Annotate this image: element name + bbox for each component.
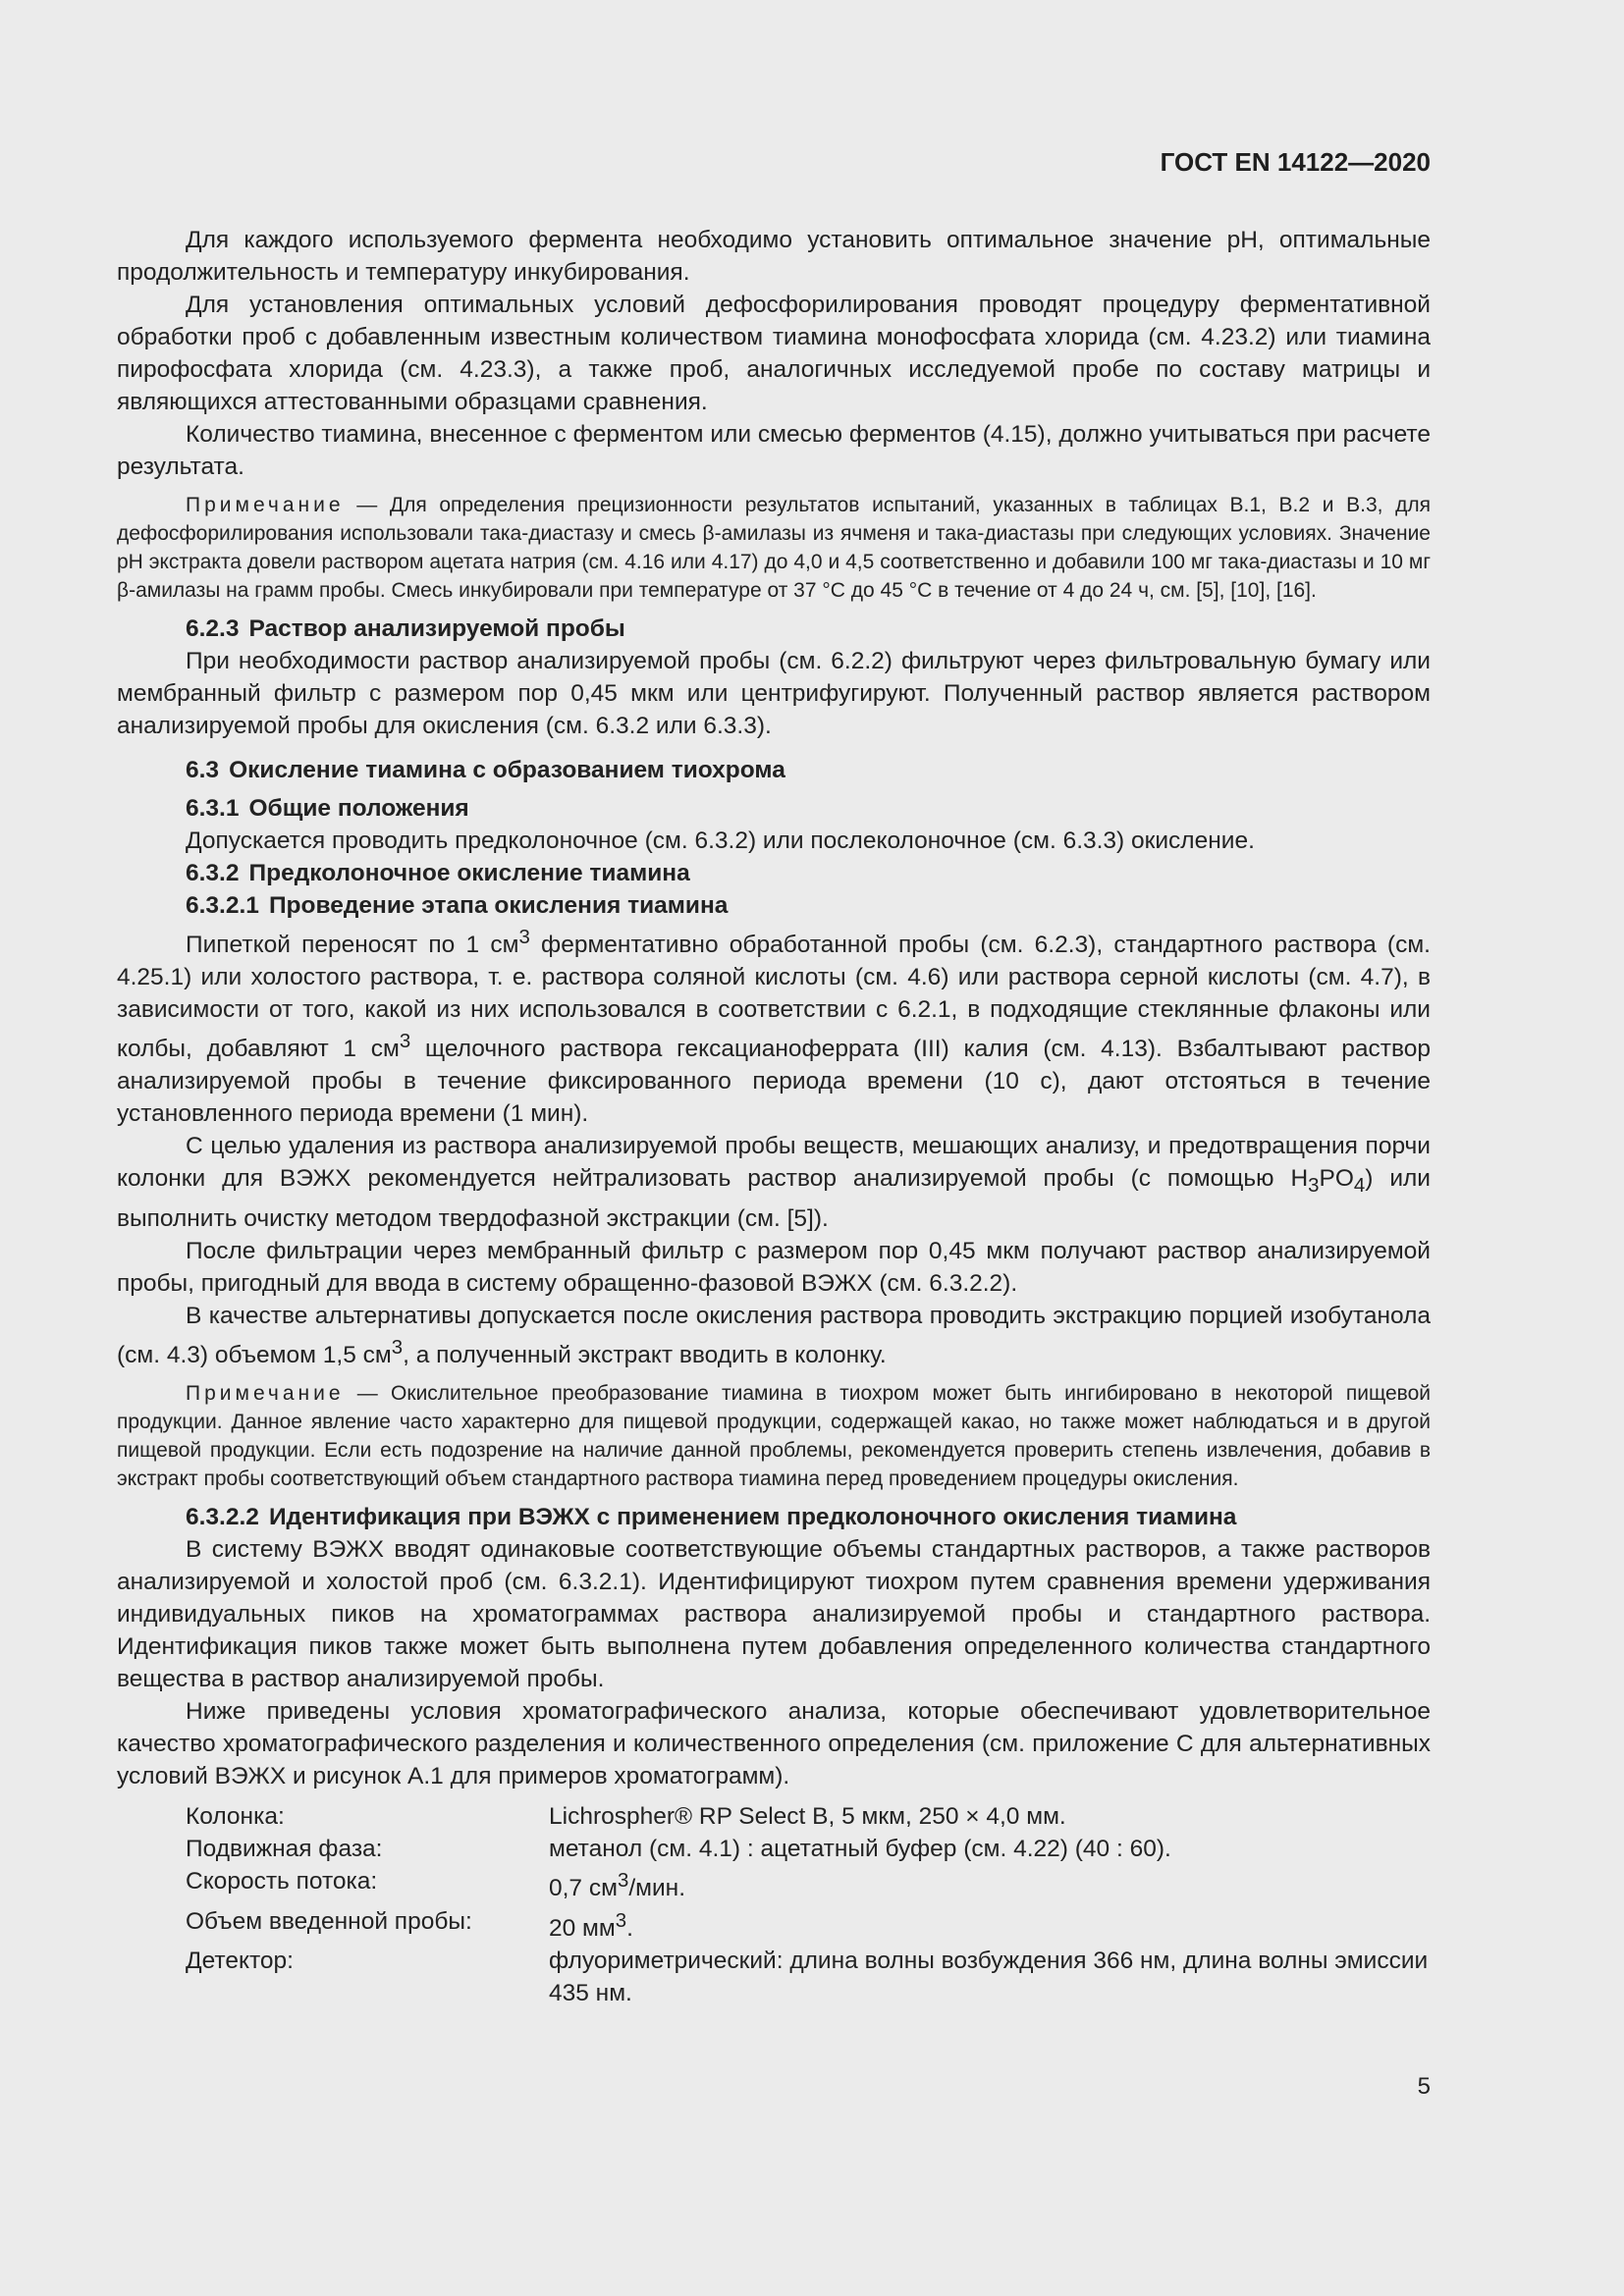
hplc-conditions-table [186, 1800, 1431, 2008]
note-label: Примечание [186, 1382, 345, 1406]
section-heading-6-3-2-1 [117, 889, 1431, 922]
section-number: 6.3 [186, 757, 220, 783]
paragraph: Для каждого используемого фермента необходимо установить оптимальное значение pH, оптимальные продолжительность и температуру инкубирования. [117, 227, 1431, 286]
text-run: В качестве альтернативы допускается после окисления раствора проводить экстракцию порцией изобутанола (см. 4.3) объемом 1,5 см [117, 1303, 1431, 1369]
note [117, 1379, 1431, 1493]
text-run: /мин. [628, 1875, 686, 1902]
superscript: 3 [399, 1031, 411, 1053]
section-title: Проведение этапа окисления тиамина [268, 892, 729, 919]
section-number: 6.2.3 [186, 615, 240, 642]
section-heading-6-3-1 [117, 792, 1431, 825]
paragraph: При необходимости раствор анализируемой пробы (см. 6.2.2) фильтруют через фильтровальную бумагу или мембранный фильтр с размером пор 0,45 мкм или центрифугируют. Полученный раствор является раствором анализируемой пробы для окисления (см. 6.3.2 или 6.3.3). [117, 648, 1431, 739]
paragraph: После фильтрации через мембранный фильтр с размером пор 0,45 мкм получают раствор анализируемой пробы, пригодный для ввода в систему обращенно-фазовой ВЭЖХ (см. 6.3.2.2). [117, 1238, 1431, 1298]
section-heading-6-3-2-2 [117, 1501, 1431, 1533]
subscript: 3 [1308, 1175, 1320, 1198]
paragraph: Допускается проводить предколоночное (см. 6.3.2) или послеколоночное (см. 6.3.3) окисление. [186, 828, 1255, 854]
condition-value [549, 1905, 1431, 1945]
paragraph [117, 1300, 1431, 1371]
text-run: Пипеткой переносят по 1 см [186, 932, 519, 959]
text-run: ферментативно обработанной пробы (см. 6.2.3), стандартного раствора (см. 4.25.1) или холостого раствора, т. е. раствора соляной кислоты (см. 4.6) или раствора серной кислоты (см. 4.7), в зависимости от того, какой из них использовался в соответствии с 6.2.1, в подходящие стеклянные флаконы или колбы, добавляют 1 см [117, 932, 1431, 1063]
paragraph: Количество тиамина, внесенное с ферментом или смесью ферментов (4.15), должно учитываться при расчете результата. [117, 421, 1431, 480]
superscript: 3 [518, 927, 530, 948]
condition-value [549, 1865, 1431, 1904]
note [117, 491, 1431, 605]
note-text: — Окислительное преобразование тиамина в тиохром может быть ингибировано в некоторой пищевой продукции. Данное явление часто характерно для пищевой продукции, содержащей какао, но также может наблюдаться и в другой пищевой продукции. Если есть подозрение на наличие данной проблемы, рекомендуется проверить степень извлечения, добавив в экстракт пробы соответствующий объем стандартного раствора тиамина перед проведением процедуры окисления. [117, 1382, 1431, 1491]
section-title: Окисление тиамина с образованием тиохрома [229, 757, 785, 783]
superscript: 3 [615, 1909, 627, 1932]
section-number: 6.3.1 [186, 795, 240, 822]
table-row [186, 1905, 1431, 1945]
text-run: ) или выполнить очистку методом твердофазной экстракции (см. [5]). [117, 1165, 1431, 1233]
condition-label: Объем введенной пробы: [186, 1907, 472, 1935]
section-title: Общие положения [248, 795, 469, 822]
table-row [186, 1833, 1431, 1865]
paragraph: Ниже приведены условия хроматографического анализа, которые обеспечивают удовлетворительное качество хроматографического разделения и количественного определения (см. приложение С для альтернативных условий ВЭЖХ и рисунок А.1 для примеров хроматограмм). [117, 1698, 1431, 1790]
paragraph [117, 1130, 1431, 1235]
section-number: 6.3.2 [186, 860, 240, 886]
superscript: 3 [617, 1870, 629, 1893]
section-heading-6-3 [117, 754, 1431, 786]
section-title: Раствор анализируемой пробы [248, 615, 625, 642]
text-run: 0,7 см [549, 1875, 618, 1902]
table-row [186, 1945, 1431, 2009]
document-header: ГОСТ EN 14122—2020 [1160, 147, 1431, 177]
text-run: щелочного раствора гексацианоферрата (III) калия (см. 4.13). Взбалтывают раствор анализируемой пробы в течение фиксированного периода времени (10 с), дают отстояться в течение установленного периода времени (1 мин). [117, 1036, 1431, 1128]
section-heading-6-2-3 [117, 613, 1431, 645]
section-heading-6-3-2 [117, 857, 1431, 889]
note-text: — Для определения прецизионности результатов испытаний, указанных в таблицах В.1, В.2 и В.3, для дефосфорилирования использовали така-диастазу и смесь β-амилазы из ячменя и така-диастазы при следующих условиях. Значение pH экстракта довели раствором ацетата натрия (см. 4.16 или 4.17) до 4,0 и 4,5 соответственно и добавили 100 мг така-диастазы и 10 мг β-амилазы на грамм пробы. Смесь инкубировали при температуре от 37 °С до 45 °С в течение от 4 до 24 ч, см. [5], [10], [16]. [117, 494, 1431, 602]
text-run: С целью удаления из раствора анализируемой пробы веществ, мешающих анализу, и предотвращения порчи колонки для ВЭЖХ рекомендуется нейтрализовать раствор анализируемой пробы (с помощью H [117, 1133, 1431, 1193]
condition-label: Колонка: [186, 1803, 285, 1831]
text-run: PO [1319, 1165, 1354, 1193]
text-run: . [626, 1914, 633, 1942]
subscript: 4 [1353, 1175, 1366, 1198]
superscript: 3 [391, 1337, 404, 1360]
paragraph [117, 922, 1431, 1130]
paragraph: В систему ВЭЖХ вводят одинаковые соответствующие объемы стандартных растворов, а также растворов анализируемой и холостой проб (см. 6.3.2.1). Идентифицируют тиохром путем сравнения времени удерживания индивидуальных пиков на хроматограммах раствора анализируемой пробы и стандартного раствора. Идентификация пиков также может быть выполнена путем добавления определенного количества стандартного вещества в раствор анализируемой пробы. [117, 1536, 1431, 1693]
text-run: 20 мм [549, 1914, 616, 1942]
condition-label: Подвижная фаза: [186, 1836, 383, 1863]
condition-label: Детектор: [186, 1947, 294, 1974]
condition-value: метанол (см. 4.1) : ацетатный буфер (см. 4.22) (40 : 60). [549, 1836, 1171, 1863]
condition-value: флуориметрический: длина волны возбуждения 366 нм, длина волны эмиссии 435 нм. [549, 1947, 1429, 2006]
page-number: 5 [1417, 2073, 1431, 2100]
table-row [186, 1865, 1431, 1904]
table-row [186, 1800, 1431, 1833]
condition-label: Скорость потока: [186, 1868, 378, 1896]
paragraph: Для установления оптимальных условий дефосфорилирования проводят процедуру ферментативной обработки проб с добавленным известным количеством тиамина монофосфата хлорида (см. 4.23.2) или тиамина пирофосфата хлорида (см. 4.23.3), а также проб, аналогичных исследуемой пробе по составу матрицы и являющихся аттестованными образцами сравнения. [117, 292, 1431, 415]
section-title: Предколоночное окисление тиамина [248, 860, 690, 886]
text-run: , а полученный экстракт вводить в колонку. [403, 1342, 887, 1369]
section-number: 6.3.2.2 [186, 1504, 259, 1531]
section-number: 6.3.2.1 [186, 892, 259, 919]
note-label: Примечание [186, 494, 345, 516]
condition-value: Lichrospher® RP Select B, 5 мкм, 250 × 4,0 мм. [549, 1803, 1066, 1831]
section-title: Идентификация при ВЭЖХ с применением предколоночного окисления тиамина [268, 1504, 1237, 1531]
document-body [117, 224, 1431, 2009]
